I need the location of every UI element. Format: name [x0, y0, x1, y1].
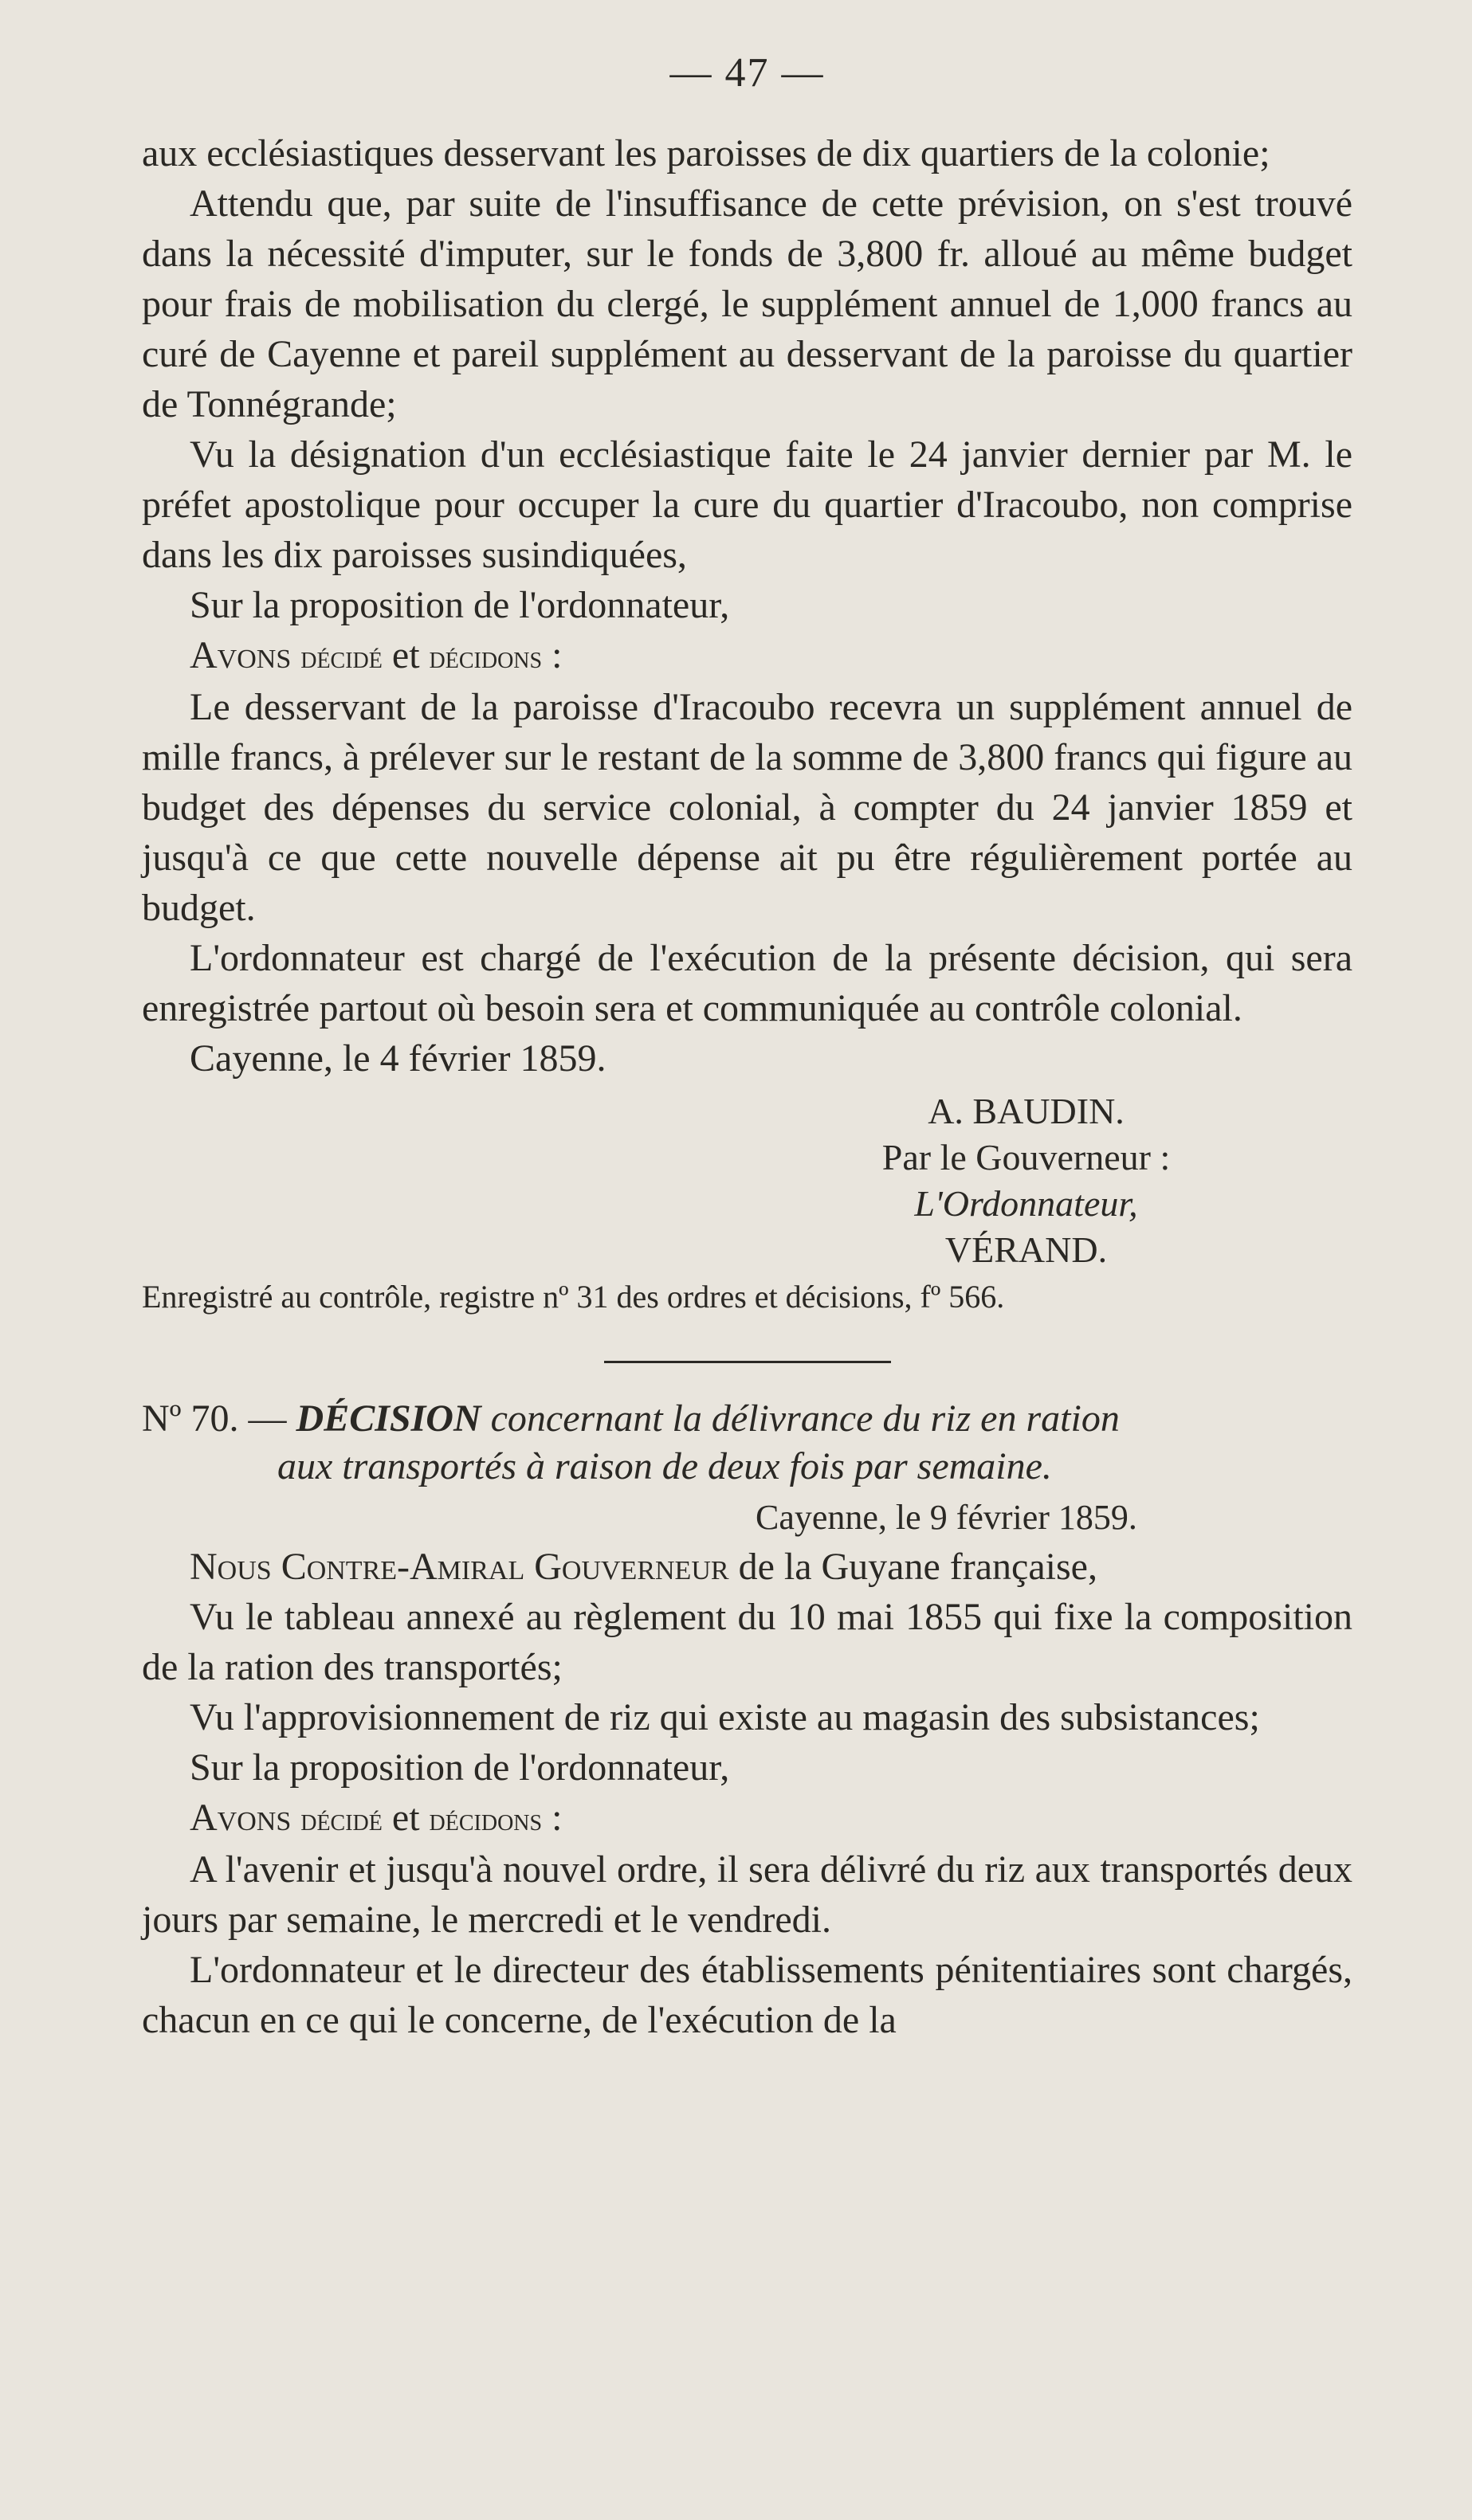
paragraph: Attendu que, par suite de l'insuffisance de cette prévision, on s'est trouvé dans la nécessité d'imputer, sur le fonds de 3,800 fr. alloué au même budget pour frais de mobilisation du clergé, le supplément annuel de 1,000 francs au curé de Cayenne et pareil supplément au desservant de la paroisse du quartier de Tonnégrande;: [142, 182, 1352, 425]
registry-note: Enregistré au contrôle, registre nº 31 des ordres et décisions, fº 566.: [142, 1279, 1005, 1315]
colon: :: [552, 634, 563, 676]
decision-date: Cayenne, le 9 février 1859.: [756, 1498, 1137, 1537]
decision-70-heading: [142, 1395, 1352, 1491]
decision-subject-cont: aux transportés à raison de deux fois par semaine.: [277, 1445, 1052, 1487]
decidons-word: décidons: [429, 639, 543, 675]
decided-line: [142, 630, 1352, 682]
paragraph: Sur la proposition de l'ordonnateur,: [190, 584, 730, 626]
decide-word: décidé: [300, 1801, 383, 1837]
colon: :: [552, 1797, 563, 1839]
preamble: [142, 1542, 1352, 1592]
paragraph: aux ecclésiastiques desservant les paroisses de dix quartiers de la colonie;: [142, 132, 1270, 174]
preamble-rest: de la Guyane française,: [738, 1546, 1097, 1588]
preamble-nous: Nous: [190, 1546, 272, 1588]
preamble-gouverneur: Gouverneur: [534, 1546, 729, 1588]
paragraph: L'ordonnateur et le directeur des établissements pénitentiaires sont chargés, chacun en ce qui le concerne, de l'exécution de la: [142, 1949, 1352, 2041]
et-word: et: [391, 1797, 420, 1839]
et-word: et: [391, 634, 420, 676]
page-number: — 47 —: [669, 50, 825, 96]
decision-69-body: [142, 128, 1352, 1084]
signature-signer: VÉRAND.: [944, 1229, 1108, 1270]
paragraph: Vu le tableau annexé au règlement du 10 mai 1855 qui fixe la composition de la ration des transportés;: [142, 1596, 1352, 1688]
decision-number: Nº 70. —: [142, 1397, 287, 1440]
preamble-contre-amiral: Contre-Amiral: [281, 1546, 525, 1588]
decide-word: décidé: [300, 639, 383, 675]
decision-title: DÉCISION: [296, 1397, 481, 1440]
signature-role: L'Ordonnateur,: [914, 1183, 1138, 1224]
avons-word: Avons: [190, 634, 292, 676]
avons-word: Avons: [190, 1797, 292, 1839]
decision-70-body: [142, 1542, 1352, 2045]
decidons-word: décidons: [429, 1801, 543, 1837]
paragraph: Sur la proposition de l'ordonnateur,: [190, 1746, 730, 1789]
paragraph: Vu la désignation d'un ecclésiastique faite le 24 janvier dernier par M. le préfet apostolique pour occuper la cure du quartier d'Iracoubo, non comprise dans les dix paroisses susindiquées,: [142, 433, 1352, 576]
signature-by: Par le Gouverneur :: [881, 1137, 1171, 1178]
section-divider: [604, 1361, 891, 1363]
decision-subject: concernant la délivrance du riz en ration: [490, 1397, 1120, 1440]
paragraph: Vu l'approvisionnement de riz qui existe au magasin des subsistances;: [190, 1696, 1260, 1738]
place-date: Cayenne, le 4 février 1859.: [190, 1037, 606, 1080]
paragraph: A l'avenir et jusqu'à nouvel ordre, il sera délivré du riz aux transportés deux jours par semaine, le mercredi et le vendredi.: [142, 1848, 1352, 1941]
decided-line: [142, 1793, 1352, 1844]
signature-block: [142, 1088, 1352, 1273]
signature-name: A. BAUDIN.: [928, 1091, 1125, 1131]
paragraph: Le desservant de la paroisse d'Iracoubo recevra un supplément annuel de mille francs, à prélever sur le restant de la somme de 3,800 francs qui figure au budget des dépenses du service colonial, à compter du 24 janvier 1859 et jusqu'à ce que cette nouvelle dépense ait pu être régulièrement portée au budget.: [142, 686, 1352, 929]
paragraph: L'ordonnateur est chargé de l'exécution de la présente décision, qui sera enregistrée partout où besoin sera et communiquée au contrôle colonial.: [142, 937, 1352, 1029]
